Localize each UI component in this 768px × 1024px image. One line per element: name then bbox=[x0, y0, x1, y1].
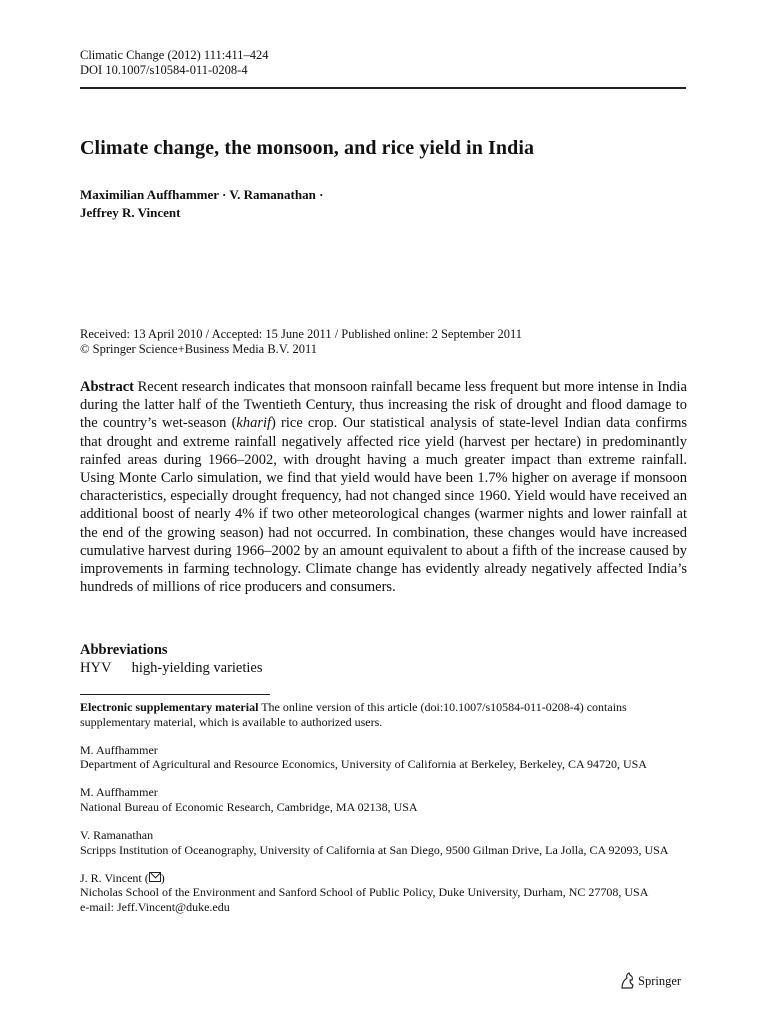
abstract-label: Abstract bbox=[80, 379, 134, 395]
affiliation-2 bbox=[80, 828, 688, 857]
abbreviation-term: HYV bbox=[80, 660, 112, 676]
author-line-1: Maximilian Auffhammer · V. Ramanathan · bbox=[80, 187, 324, 202]
abstract-kharif: kharif bbox=[236, 415, 272, 432]
envelope-icon bbox=[149, 872, 161, 882]
corresponding-name: J. R. Vincent ( bbox=[80, 870, 149, 885]
copyright-line: © Springer Science+Business Media B.V. 2011 bbox=[80, 342, 318, 356]
publisher-name: Springer bbox=[638, 973, 682, 988]
abbreviations-heading: Abbreviations bbox=[80, 642, 168, 658]
journal-citation: Climatic Change (2012) 111:411–424 bbox=[80, 48, 269, 62]
footnote-rule bbox=[80, 694, 270, 695]
corresponding-name-end: ) bbox=[160, 870, 165, 885]
affiliation-1 bbox=[80, 785, 688, 814]
springer-horse-logo bbox=[619, 972, 635, 990]
supplementary-text: The online version of this article (doi:10.1007/s10584-011-0208-4) contains supplementary material, which is available to authorized users. bbox=[80, 700, 627, 729]
doi: DOI 10.1007/s10584-011-0208-4 bbox=[80, 63, 248, 77]
corresponding-email: e-mail: Jeff.Vincent@duke.edu bbox=[80, 899, 230, 914]
abbreviation-definition: high-yielding varieties bbox=[131, 660, 263, 676]
corresponding-address: Nicholas School of the Environment and Sanford School of Public Policy, Duke University, Durham, NC 27708, USA bbox=[80, 885, 649, 900]
publication-history bbox=[80, 327, 522, 357]
affiliation-name: V. Ramanathan bbox=[80, 828, 154, 843]
abbreviation-item bbox=[80, 660, 263, 677]
author-list bbox=[80, 186, 323, 222]
affiliation-address: Department of Agricultural and Resource Economics, University of California at Berkeley, Berkeley, CA 94720, USA bbox=[80, 757, 647, 772]
journal-meta bbox=[80, 48, 269, 78]
article-title: Climate change, the monsoon, and rice yield in India bbox=[80, 137, 535, 159]
affiliation-0 bbox=[80, 743, 688, 772]
affiliation-name: M. Auffhammer bbox=[80, 742, 158, 757]
affiliation-address: National Bureau of Economic Research, Cambridge, MA 02138, USA bbox=[80, 799, 418, 814]
affiliation-name: M. Auffhammer bbox=[80, 785, 158, 800]
footnotes bbox=[80, 700, 688, 928]
publisher-mark bbox=[619, 972, 681, 990]
header-rule bbox=[80, 87, 686, 89]
abstract-text-part-2: ) rice crop. Our statistical analysis of state-level Indian data confirms that drought and extreme rainfall negatively affected rice yield (harvest per hectare) in predominantly rainfed areas during 1966–2002, with drought having a much greater impact than extreme rainfall. Using Monte Carlo simulation, we find that yield would have been 1.7% higher on average if monsoon characteristics, especially drought frequency, had not changed since 1960. Yield would have received an additional boost of nearly 4% if two other meteorological changes (warmer nights and lower rainfall at the end of the growing season) had not occurred. In combination, these changes would have increased cumulative harvest during 1966–2002 by an amount equivalent to about a fifth of the increase caused by improvements in farming technology. Climate change has evidently already negatively affected India’s hundreds of millions of rice producers and consumers. bbox=[80, 415, 687, 596]
history-dates: Received: 13 April 2010 / Accepted: 15 June 2011 / Published online: 2 September 2011 bbox=[80, 327, 523, 341]
abstract-text-part-1: Recent research indicates that monsoon rainfall became less frequent but more intense in India during the latter half of the Twentieth Century, thus increasing the risk of drought and flood damage to the country’s wet-season ( bbox=[80, 379, 687, 432]
supplementary-note bbox=[80, 700, 688, 729]
author-line-2: Jeffrey R. Vincent bbox=[80, 205, 181, 220]
affiliation-address: Scripps Institution of Oceanography, University of California at San Diego, 9500 Gilman Drive, La Jolla, CA 92093, USA bbox=[80, 842, 669, 857]
supplementary-label: Electronic supplementary material bbox=[80, 700, 259, 714]
corresponding-author bbox=[80, 871, 688, 915]
abstract bbox=[80, 378, 687, 596]
